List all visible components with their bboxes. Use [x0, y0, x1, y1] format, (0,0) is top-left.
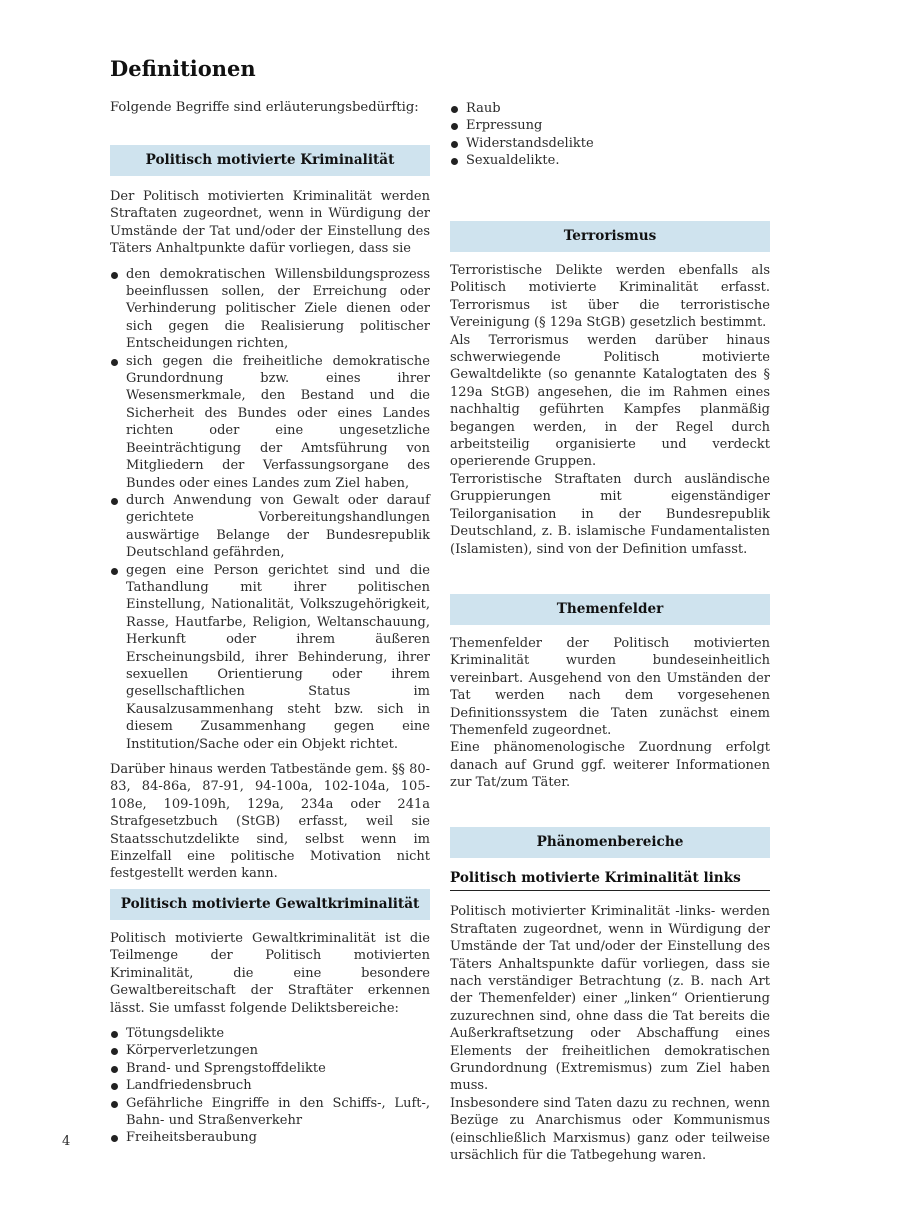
heading-phaenomenbereiche: Phänomenbereiche [450, 827, 770, 858]
subheading-links: Politisch motivierte Kriminalität links [450, 870, 770, 891]
section-themenfelder [450, 594, 770, 792]
pmk-bullet-list [110, 266, 430, 753]
gewalt-lead: Politisch motivierte Gewaltkriminalität ist die Teilmenge der Politisch motivierten Kriminalität, die eine besondere Gewaltbereitschaft der Straftäter erkennen lässt. Sie umfasst folgende Deliktsbereiche: [110, 931, 430, 1016]
section-terrorismus [450, 221, 770, 558]
section-phaenomenbereiche [450, 827, 770, 1165]
gewalt-bullets-continued [450, 100, 770, 170]
pmk-closing: Darüber hinaus werden Tatbestände gem. §§ 80-83, 84-86a, 87-91, 94-100a, 102-104a, 105-108e, 109-109h, 129a, 234a oder 241a Strafgesetzbuch (StGB) erfasst, weil sie Staatsschutzdelikte sind, selbst wenn im Einzelfall eine politische Motivation nicht festgestellt werden kann. [110, 762, 430, 882]
heading-terrorismus: Terrorismus [450, 221, 770, 252]
phaen-paragraph: Politisch motivierter Kriminalität -links- werden Straftaten zugeordnet, wenn in Würdigung der Umstände der Tat und/oder der Einstellung des Täters Anhaltspunkte dafür vorliegen, dass sie nach verständiger Betrachtung (z. B. nach Art der Themenfelder) einer „linken“ Orientierung zuzurechnen sind, ohne dass die Tat bereits die Außerkraftsetzung oder Abschaffung eines Elements der freiheitlichen demokratischen Grundordnung (Extremismus) zum Ziel haben muss. [450, 904, 770, 1094]
heading-gewalt: Politisch motivierte Gewaltkriminalität [110, 889, 430, 920]
list-item: Gefährliche Eingriffe in den Schiffs-, Luft-, Bahn- und Straßenverkehr [110, 1095, 430, 1130]
terror-paragraph: Terroristische Delikte werden ebenfalls als Politisch motivierte Kriminalität erfasst. Terrorismus ist über die terroristische Vereinigung (§ 129a StGB) gesetzlich bestimmt. [450, 263, 770, 331]
list-item: Raub [450, 100, 770, 117]
terror-paragraph: Terroristische Straftaten durch ausländische Gruppierungen mit eigenständiger Teilorganisation in der Bundesrepublik Deutschland, z. B. islamische Fundamentalisten (Islamisten), sind von der Definition umfasst. [450, 471, 770, 557]
gewalt-bullet-list [110, 1025, 430, 1147]
list-item: Brand- und Sprengstoffdelikte [110, 1060, 430, 1077]
section-pmk [110, 145, 430, 883]
themen-paragraph: Themenfelder der Politisch motivierten Kriminalität wurden bundeseinheitlich vereinbart. Ausgehend von den Umständen der Tat werden nach dem vorgesehenen Definitionssystem die Taten zunächst einem Themenfeld zugeordnet. [450, 636, 770, 739]
list-item: Sexualdelikte. [450, 152, 770, 169]
list-item: Erpressung [450, 117, 770, 134]
terror-paragraph: Als Terrorismus werden darüber hinaus schwerwiegende Politisch motivierte Gewaltdelikte (so genannte Katalogtaten des § 129a StGB) angesehen, die im Rahmen eines nachhaltig geführten Kampfes planmäßig begangen werden, in der Regel durch arbeitsteilig organisierte und verdeckt operierende Gruppen. [450, 332, 770, 470]
pmk-lead: Der Politisch motivierten Kriminalität werden Straftaten zugeordnet, wenn in Würdigung der Umstände der Tat und/oder der Einstellung des Täters Anhaltpunkte dafür vorliegen, dass sie [110, 189, 430, 257]
intro-text: Folgende Begriffe sind erläuterungsbedürftig: [110, 100, 419, 115]
gewalt-bullet-list-cont [450, 100, 770, 170]
list-item: Widerstandsdelikte [450, 135, 770, 152]
heading-pmk: Politisch motivierte Kriminalität [110, 145, 430, 176]
list-item: den demokratischen Willensbildungsprozess beeinflussen sollen, der Erreichung oder Verhinderung politischer Ziele dienen oder sich gegen die Realisierung politischer Entscheidungen richten, [110, 266, 430, 353]
list-item: gegen eine Person gerichtet sind und die Tathandlung mit ihrer politischen Einstellung, Nationalität, Volkszugehörigkeit, Rasse, Hautfarbe, Religion, Weltanschauung, Herkunft oder ihrem äußeren Erscheinungsbild, ihrer Behinderung, ihrer sexuellen Orientierung oder ihrem gesellschaftlichen Status im Kausalzusammenhang steht bzw. sich in diesem Zusammenhang gegen eine Institution/Sache oder ein Objekt richtet. [110, 562, 430, 753]
list-item: sich gegen die freiheitliche demokratische Grundordnung bzw. eines ihrer Wesensmerkmale, den Bestand und die Sicherheit des Bundes oder eines Landes richten oder eine ungesetzliche Beeinträchtigung der Amtsführung von Mitgliedern der Verfassungsorgane des Bundes oder eines Landes zum Ziel haben, [110, 353, 430, 492]
page-title: Definitionen [110, 56, 256, 81]
themen-paragraph: Eine phänomenologische Zuordnung erfolgt danach auf Grund ggf. weiterer Informationen zur Tat/zum Täter. [450, 740, 770, 791]
list-item: Tötungsdelikte [110, 1025, 430, 1042]
list-item: durch Anwendung von Gewalt oder darauf gerichtete Vorbereitungshandlungen auswärtige Belange der Bundesrepublik Deutschland gefährden, [110, 492, 430, 562]
heading-themenfelder: Themenfelder [450, 594, 770, 625]
list-item: Landfriedensbruch [110, 1077, 430, 1094]
phaen-paragraph: Insbesondere sind Taten dazu zu rechnen, wenn Bezüge zu Anarchismus oder Kommunismus (einschließlich Marxismus) ganz oder teilweise ursächlich für die Tatbegehung waren. [450, 1095, 770, 1164]
section-gewalt [110, 889, 430, 1147]
page-number: 4 [62, 1134, 71, 1149]
list-item: Freiheitsberaubung [110, 1129, 430, 1146]
list-item: Körperverletzungen [110, 1042, 430, 1059]
